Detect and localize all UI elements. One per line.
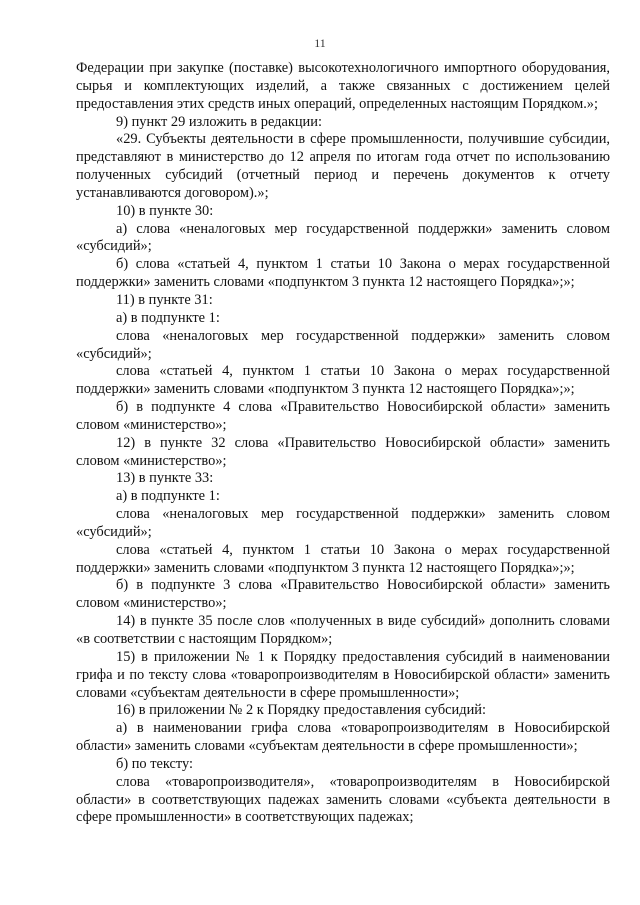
paragraph: 16) в приложении № 2 к Порядку предоставления субсидий:	[116, 702, 486, 719]
paragraph: слова «неналоговых мер государственной поддержки» заменить словом «субсидий»;	[76, 506, 610, 540]
page-number: 11	[314, 36, 326, 50]
paragraph: а) в подпункте 1:	[116, 488, 220, 505]
paragraph: а) в подпункте 1:	[116, 309, 220, 326]
paragraph: Федерации при закупке (поставке) высокотехнологичного импортного оборудования, сырья и комплектующих изделий, а также связанных с достижением целей предоставления этих средств иных операций, определенных настоящим Порядком.»;	[76, 60, 610, 112]
paragraph: слова «неналоговых мер государственной поддержки» заменить словом «субсидий»;	[76, 327, 610, 362]
paragraph: 12) в пункте 32 слова «Правительство Новосибирской области» заменить словом «министерство»;	[76, 434, 610, 469]
paragraph: а) слова «неналоговых мер государственной поддержки» заменить словом «субсидий»;	[76, 220, 610, 255]
paragraph: а) в наименовании грифа слова «товаропроизводителям в Новосибирской области» заменить словами «субъектам деятельности в сфере промышленности»;	[76, 720, 610, 755]
paragraph: «29. Субъекты деятельности в сфере промышленности, получившие субсидии, представляют в министерство до 12 апреля по итогам года отчет по использованию полученных субсидий (отчетный период и перечень документов к отчету устанавливаются договором).»;	[76, 131, 610, 201]
paragraph: 14) в пункте 35 после слов «полученных в виде субсидий» дополнить словами «в соответствии с настоящим Порядком»;	[76, 613, 610, 647]
paragraph: б) по тексту:	[116, 755, 194, 772]
document-body	[76, 60, 610, 827]
paragraph: 15) в приложении № 1 к Порядку предоставления субсидий в наименовании грифа и по тексту слова «товаропроизводителям в Новосибирской области» заменить словами «субъектам деятельности в сфере промышленности»;	[76, 648, 610, 701]
paragraph: 11) в пункте 31:	[116, 291, 213, 308]
paragraph: б) в подпункте 3 слова «Правительство Новосибирской области» заменить словом «министерство»;	[76, 577, 610, 612]
paragraph: 10) в пункте 30:	[116, 202, 214, 219]
paragraph: б) слова «статьей 4, пунктом 1 статьи 10 Закона о мерах государственной поддержки» заменить словами «подпунктом 3 пункта 12 настоящего Порядка»;»;	[76, 256, 610, 291]
paragraph: 9) пункт 29 изложить в редакции:	[116, 113, 322, 130]
paragraph: б) в подпункте 4 слова «Правительство Новосибирской области» заменить словом «министерство»;	[76, 399, 610, 433]
paragraph: слова «статьей 4, пунктом 1 статьи 10 Закона о мерах государственной поддержки» заменить словами «подпунктом 3 пункта 12 настоящего Порядка»;»;	[76, 363, 610, 398]
paragraph: слова «товаропроизводителя», «товаропроизводителям в Новосибирской области» в соответствующих падежах заменить словами «субъекта деятельности в сфере промышленности» в соответствующих падежах;	[76, 773, 610, 826]
paragraph: 13) в пункте 33:	[116, 470, 214, 487]
paragraph: слова «статьей 4, пунктом 1 статьи 10 Закона о мерах государственной поддержки» заменить словами «подпунктом 3 пункта 12 настоящего Порядка»;»;	[76, 541, 610, 576]
